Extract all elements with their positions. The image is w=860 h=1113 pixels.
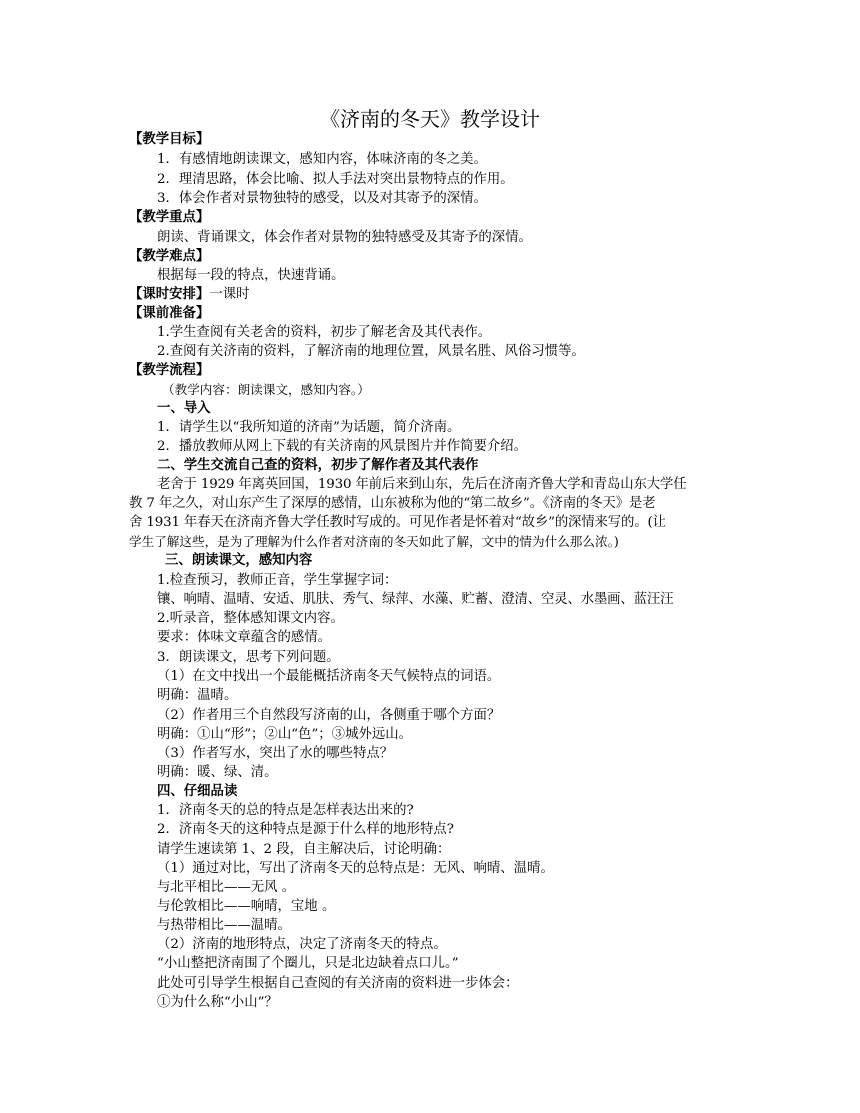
- section-2-paragraph-line-2: 教 7 年之久，对山东产生了深厚的感情，山东被称为他的“第二故乡”。《济南的冬天》是老: [129, 496, 656, 511]
- section-4-heading: 四、仔细品读: [157, 784, 238, 799]
- section-4-item-10: 此处可引导学生根据自己查阅的有关济南的资料进一步体会：: [157, 976, 519, 991]
- section-4-item-2: 2．济南冬天的这种特点是源于什么样的地形特点?: [157, 822, 454, 837]
- section-3-heading: 三、朗读课文，感知内容: [165, 553, 313, 568]
- goal-item-3: 3．体会作者对景物独特的感受，以及对其寄予的深情。: [157, 191, 487, 206]
- section-2-paragraph-line-3: 舍 1931 年春天在济南齐鲁大学任教时写成的。可见作者是怀着对“故乡”的深情来写的。(让: [129, 515, 666, 530]
- section-3-requirement: 要求：体味文章蕴含的感情。: [157, 630, 332, 645]
- section-2-paragraph-line-1: 老舍于 1929 年离英回国，1930 年前后来到山东，先后在济南齐鲁大学和青岛山东大学任: [157, 477, 687, 492]
- time-text: 一课时: [209, 287, 250, 302]
- section-4-item-1: 1．济南冬天的总的特点是怎样表达出来的?: [157, 803, 414, 818]
- section-4-item-11: ①为什么称“小山”？: [157, 995, 278, 1010]
- section-3-item-1: 1.检查预习，教师正音，学生掌握字词：: [157, 573, 398, 588]
- section-3-answer-1: 明确：温晴。: [157, 688, 238, 703]
- section-3-answer-2: 明确：①山“形”；②山“色”；③城外远山。: [157, 727, 413, 742]
- prep-heading: 【课前准备】: [129, 306, 210, 321]
- document-title: 《济南的冬天》教学设计: [320, 107, 540, 131]
- section-3-question-3: （3）作者写水，突出了水的哪些特点？: [157, 746, 394, 761]
- section-2-heading: 二、学生交流自己查的资料，初步了解作者及其代表作: [157, 458, 479, 473]
- time-heading: 【课时安排】: [129, 287, 210, 302]
- goal-item-2: 2．理清思路，体会比喻、拟人手法对突出景物特点的作用。: [157, 172, 514, 187]
- time-line: [129, 285, 250, 304]
- prep-item-2: 2.查阅有关济南的资料，了解济南的地理位置，风景名胜、风俗习惯等。: [157, 344, 585, 359]
- key-text: 朗读、背诵课文，体会作者对景物的独特感受及其寄予的深情。: [157, 230, 532, 245]
- key-heading: 【教学重点】: [129, 210, 210, 225]
- section-3-question-1: （1）在文中找出一个最能概括济南冬天气候特点的词语。: [157, 669, 501, 684]
- section-4-item-7: 与热带相比——温晴。: [157, 918, 291, 933]
- prep-item-1: 1.学生查阅有关老舍的资料，初步了解老舍及其代表作。: [157, 325, 492, 340]
- section-4-item-4: （1）通过对比，写出了济南冬天的总特点是：无风、响晴、温晴。: [157, 861, 554, 876]
- section-3-answer-3: 明确：暖、绿、清。: [157, 765, 278, 780]
- section-1-heading: 一、导入: [157, 401, 211, 416]
- difficulty-heading: 【教学难点】: [129, 249, 210, 264]
- section-3-item-3: 3．朗读课文，思考下列问题。: [157, 650, 340, 665]
- section-1-item-1: 1．请学生以“我所知道的济南”为话题，简介济南。: [157, 420, 461, 435]
- section-4-item-8: （2）济南的地形特点，决定了济南冬天的特点。: [157, 937, 447, 952]
- goal-item-1: 1．有感情地朗读课文，感知内容，体味济南的冬之美。: [157, 152, 487, 167]
- section-3-item-2: 2.听录音，整体感知课文内容。: [157, 611, 344, 626]
- section-4-item-6: 与伦敦相比——响晴，宝地 。: [157, 899, 336, 914]
- section-3-vocabulary: 镶、响晴、温晴、安适、肌肤、秀气、绿萍、水藻、贮蓄、澄清、空灵、水墨画、蓝汪汪: [157, 592, 674, 607]
- flow-heading: 【教学流程】: [129, 363, 210, 378]
- section-2-paragraph-line-4: 学生了解这些，是为了理解为什么作者对济南的冬天如此了解，文中的情为什么那么浓。): [129, 534, 619, 549]
- section-4-item-9: “小山整把济南围了个圈儿，只是北边缺着点口儿。”: [157, 956, 459, 971]
- goals-heading: 【教学目标】: [129, 132, 210, 147]
- section-4-item-5: 与北平相比——无风 。: [157, 880, 296, 895]
- flow-note: （教学内容：朗读课文，感知内容。）: [162, 382, 370, 397]
- section-3-question-2: （2）作者用三个自然段写济南的山，各侧重于哪个方面？: [157, 708, 501, 723]
- difficulty-text: 根据每一段的特点，快速背诵。: [157, 268, 345, 283]
- section-4-item-3: 请学生速读第 1、2 段，自主解决后，讨论明确：: [157, 842, 451, 857]
- section-1-item-2: 2．播放教师从网上下载的有关济南的风景图片并作简要介绍。: [157, 439, 528, 454]
